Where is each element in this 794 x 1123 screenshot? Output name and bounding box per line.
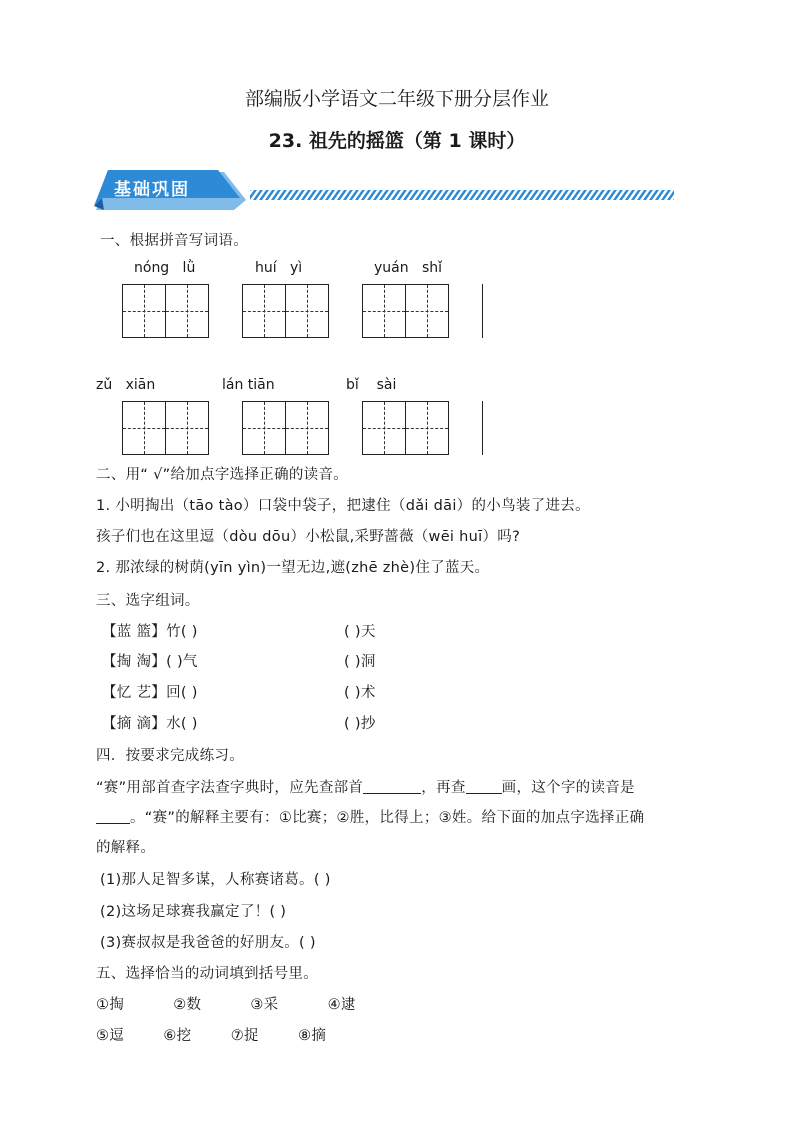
section4-heading: 四．按要求完成练习。	[96, 748, 244, 764]
dictionary-question-line1	[96, 776, 635, 797]
section1-heading: 一、根据拼音写词语。	[100, 233, 248, 249]
document-title: 部编版小学语文二年级下册分层作业	[244, 88, 549, 110]
dictionary-text-b: ，再查	[421, 780, 466, 796]
word-choice-row-1a: 【蓝 篮】竹( )	[102, 624, 198, 640]
divider-line	[482, 284, 483, 338]
dictionary-text-a: “赛”用部首查字法查字典时，应先查部首	[96, 780, 364, 796]
writing-cell[interactable]	[285, 401, 329, 455]
word-choice-row-4b: ( )抄	[344, 716, 376, 732]
word-choice-row-4a: 【摘 滴】水( )	[102, 716, 198, 732]
blank-pronunciation[interactable]	[96, 809, 130, 824]
section2-heading: 二、用“ √”给加点字选择正确的读音。	[96, 467, 349, 483]
dictionary-question-line2	[96, 806, 644, 827]
dictionary-text-d: 。“赛”的解释主要有：①比赛；②胜，比得上；③姓。给下面的加点字选择正确	[130, 810, 645, 826]
writing-cell[interactable]	[122, 284, 166, 338]
writing-cell[interactable]	[122, 401, 166, 455]
writing-cell[interactable]	[405, 401, 449, 455]
writing-cell[interactable]	[405, 284, 449, 338]
writing-grid-1[interactable]	[122, 284, 209, 338]
writing-grid-2[interactable]	[242, 284, 329, 338]
meaning-item-1: (1)那人足智多谋，人称赛诸葛。( )	[100, 872, 331, 888]
question-1b: 孩子们也在这里逗（dòu dōu）小松鼠,采野蔷薇（wēi huī）吗?	[96, 529, 521, 545]
pinyin-lantian: lán tiān	[222, 377, 275, 393]
blank-strokes[interactable]	[466, 779, 502, 794]
writing-cell[interactable]	[165, 284, 209, 338]
verb-options-line1: ①掏 ②数 ③采 ④逮	[96, 997, 356, 1013]
word-choice-row-2b: ( )洞	[344, 654, 376, 670]
section5-heading: 五、选择恰当的动词填到括号里。	[96, 966, 318, 982]
pinyin-yuanshi: yuán shǐ	[374, 260, 443, 276]
writing-grid-4[interactable]	[122, 401, 209, 455]
dictionary-question-line3: 的解释。	[96, 840, 156, 856]
lesson-title: 23. 祖先的摇篮（第 1 课时）	[268, 130, 526, 152]
meaning-item-3: (3)赛叔叔是我爸爸的好朋友。( )	[100, 935, 316, 951]
divider-line	[482, 401, 483, 455]
banner-label: 基础巩固	[114, 180, 190, 200]
writing-cell[interactable]	[165, 401, 209, 455]
meaning-item-2: (2)这场足球赛我赢定了！( )	[100, 904, 287, 920]
writing-cell[interactable]	[285, 284, 329, 338]
writing-cell[interactable]	[242, 401, 286, 455]
dictionary-text-c: 画，这个字的读音是	[501, 780, 635, 796]
question-2: 2. 那浓绿的树荫(yīn yìn)一望无边,遮(zhē zhè)住了蓝天。	[96, 560, 490, 576]
blank-radical[interactable]	[363, 779, 421, 794]
word-choice-row-3b: ( )术	[344, 685, 376, 701]
writing-grid-5[interactable]	[242, 401, 329, 455]
pinyin-zuxian: zǔ xiān	[96, 377, 156, 393]
pinyin-bisai: bǐ sài	[346, 377, 397, 393]
pinyin-nonglv: nóng lǜ	[134, 260, 196, 276]
section3-heading: 三、选字组词。	[96, 593, 200, 609]
word-choice-row-1b: ( )天	[344, 624, 376, 640]
writing-grid-3[interactable]	[362, 284, 449, 338]
writing-cell[interactable]	[362, 284, 406, 338]
pinyin-huiyi: huí yì	[255, 260, 303, 276]
writing-cell[interactable]	[242, 284, 286, 338]
word-choice-row-2a: 【掏 淘】( )气	[102, 654, 198, 670]
word-choice-row-3a: 【忆 艺】回( )	[102, 685, 198, 701]
writing-grid-6[interactable]	[362, 401, 449, 455]
writing-cell[interactable]	[362, 401, 406, 455]
verb-options-line2: ⑤逗 ⑥挖 ⑦捉 ⑧摘	[96, 1028, 327, 1044]
question-1a: 1. 小明掏出（tāo tào）口袋中袋子，把逮住（dǎi dāi）的小鸟装了进去。	[96, 498, 590, 514]
